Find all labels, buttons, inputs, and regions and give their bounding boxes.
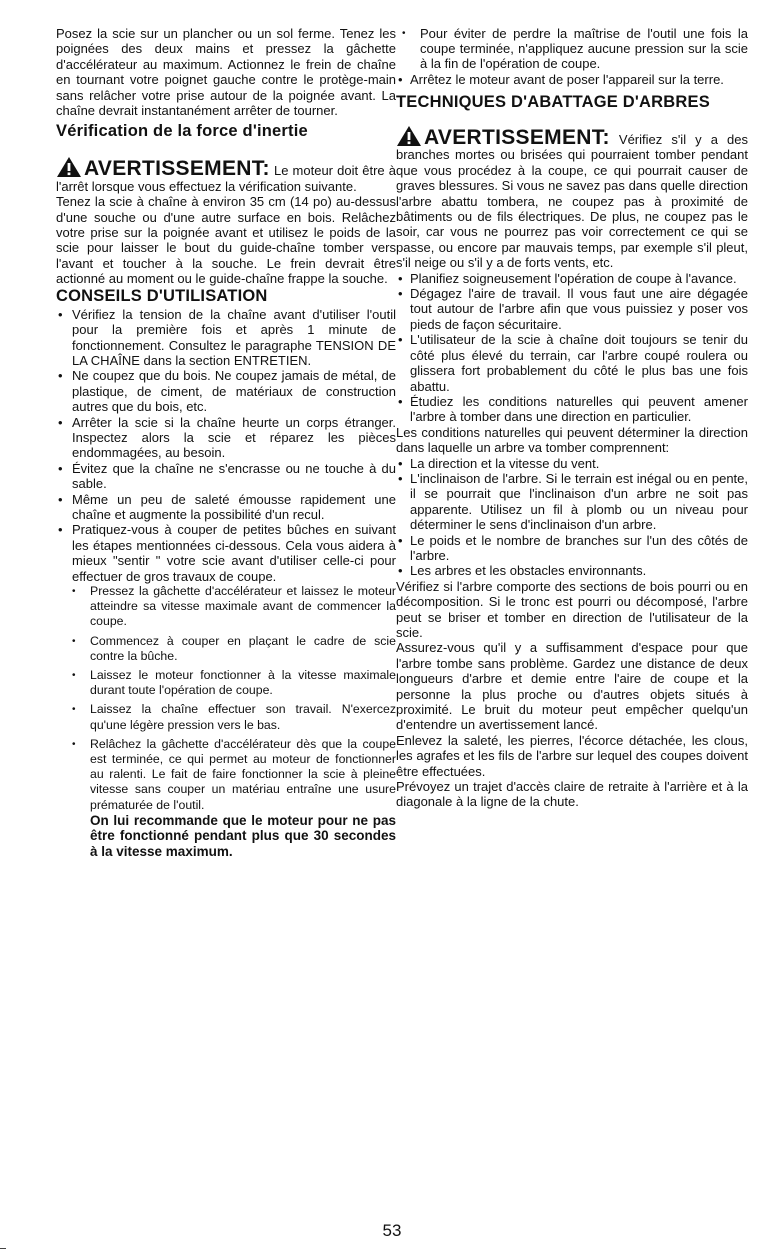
- right-column: [396, 26, 748, 810]
- list-item: • L'utilisateur de la scie à chaîne doit toujours se tenir du côté plus élevé du terrain, car l'arbre coupé roulera ou glissera fort probablement du côté le plus bas une fois abattu.: [396, 332, 748, 394]
- list-item: [66, 737, 396, 859]
- page-number: 53: [382, 1221, 402, 1240]
- step-text: Relâchez la gâchette d'accélérateur dès que la coupe est terminée, ce qui permet au moteur de fonctionner au ralenti. Le fait de faire fonctionner la scie à pleine vitesse sans couper un matériau entraîne une usure prématurée de l'outil.: [90, 736, 396, 812]
- felling-prep-list: [396, 271, 748, 425]
- list-item: • Arrêtez le moteur avant de poser l'appareil sur la terre.: [396, 72, 748, 87]
- warning-text: Vérifiez s'il y a des branches mortes ou brisées qui pourraient tomber pendant que vous procédez à la coupe, ce qui pourrait causer de graves blessures. Si vous ne savez pas dans quelle direction l'arbre abattu tombera, ne coupez pas à proximité de bâtiments ou de fils électriques. De plus, ne coupez pas le soir, car vous ne pourrez pas voir correctement ce qui se passe, ou encore par mauvais temps, par exemple s'il pleut, s'il neige ou s'il y a de forts vents, etc.: [396, 132, 748, 271]
- brake-test-paragraph: Posez la scie sur un plancher ou un sol ferme. Tenez les poignées des deux mains et pressez la gâchette d'accélérateur au maximum. Actionnez le frein de chaîne en tournant votre poignet gauche contre le protège-main sans relâcher votre prise autour de la poignée avant. La chaîne devrait instantanément arrêter de tourner.: [56, 26, 396, 119]
- list-item: • L'inclinaison de l'arbre. Si le terrain est inégal ou en pente, il se pourrait que l'inclinaison d'un arbre ne soit pas apparente. Utilisez un fil à plomb ou un niveau pour déterminer le sens d'inclinaison d'un arbre.: [396, 471, 748, 533]
- engine-stop-list: [396, 72, 748, 87]
- list-item: • Ne coupez que du bois. Ne coupez jamais de métal, de plastique, de ciment, de matériaux de construction autres que du bois, etc.: [56, 368, 396, 414]
- clearance-paragraph: Assurez-vous qu'il y a suffisamment d'espace pour que l'arbre tombe sans problème. Gardez une distance de deux longueurs d'arbre et demie entre l'aire de coupe et la personne la plus proche ou d'autres objets situés à proximité. Le bruit du moteur peut empêcher quelqu'un d'entendre un avertissement lancé.: [396, 640, 748, 733]
- scan-mark: [0, 1248, 6, 1249]
- usage-tips-list: [56, 307, 396, 584]
- heading-usage-tips: CONSEILS D'UTILISATION: [56, 286, 268, 305]
- list-item: • Même un peu de saleté émousse rapidement une chaîne et augmente la possibilité d'un recul.: [56, 492, 396, 523]
- list-item: • Vérifiez la tension de la chaîne avant d'utiliser l'outil pour la première fois et après 1 minute de fonctionnement. Consultez le paragraphe TENSION DE LA CHAÎNE dans la section ENTRETIEN.: [56, 307, 396, 369]
- debris-paragraph: Enlevez la saleté, les pierres, l'écorce détachée, les clous, les agrafes et les fils de l'arbre sur lequel des coupes doivent être effectuées.: [396, 732, 748, 779]
- conditions-intro: Les conditions naturelles qui peuvent déterminer la direction dans laquelle un arbre va tomber comprennent:: [396, 424, 748, 456]
- list-item: • Les arbres et les obstacles environnants.: [396, 563, 748, 578]
- list-item: • La direction et la vitesse du vent.: [396, 456, 748, 471]
- inertia-check-paragraph: Tenez la scie à chaîne à environ 35 cm (14 po) au-dessus d'une souche ou d'une autre surface en bois. Relâchez votre prise sur la poignée avant et utilisez le poids de la scie pour laisser le bout du guide-chaîne tomber vers l'avant et toucher à la souche. Le frein devrait être actionné au moment ou le guide-chaîne frappe la souche.: [56, 194, 396, 287]
- warning-block-inertia: [56, 156, 396, 194]
- list-item: • Le poids et le nombre de branches sur l'un des côtés de l'arbre.: [396, 533, 748, 564]
- warning-label: AVERTISSEMENT:: [424, 126, 610, 150]
- rotten-wood-paragraph: Vérifiez si l'arbre comporte des sections de bois pourri ou en décomposition. Si le tronc est pourri ou décomposé, l'arbre peut se briser et tomber en direction de l'utilisateur de la scie.: [396, 578, 748, 641]
- warning-block-felling: [396, 125, 748, 271]
- heading-inertia-check: Vérification de la force d'inertie: [56, 122, 308, 141]
- warning-triangle-icon: [396, 125, 422, 147]
- retreat-path-paragraph: Prévoyez un trajet d'accès claire de retraite à l'arrière et à la diagonale à la ligne de la chute.: [396, 779, 748, 810]
- list-item: • Évitez que la chaîne ne s'encrasse ou ne touche à du sable.: [56, 461, 396, 492]
- list-item: • Dégagez l'aire de travail. Il vous faut une aire dégagée tout autour de l'arbre afin que vous puissiez y poser vos pieds de façon sécuritaire.: [396, 286, 748, 332]
- list-item: • Commencez à couper en plaçant le cadre de scie contre la bûche.: [66, 634, 396, 664]
- list-item: • Laissez la chaîne effectuer son travail. N'exercez qu'une légère pression vers le bas.: [66, 702, 396, 732]
- left-column: [56, 26, 396, 859]
- list-item: • Arrêter la scie si la chaîne heurte un corps étranger. Inspectez alors la scie et réparez les pièces endommagées, au besoin.: [56, 415, 396, 461]
- list-item: • Planifiez soigneusement l'opération de coupe à l'avance.: [396, 271, 748, 286]
- list-item: • Laissez le moteur fonctionner à la vitesse maximale durant toute l'opération de coupe.: [66, 668, 396, 698]
- heading-felling-techniques: TECHNIQUES D'ABATTAGE D'ARBRES: [396, 93, 710, 112]
- list-item: • Étudiez les conditions naturelles qui peuvent amener l'arbre à tomber dans une direction en particulier.: [396, 394, 748, 425]
- natural-conditions-list: [396, 456, 748, 579]
- warning-label: AVERTISSEMENT:: [84, 157, 270, 181]
- cut-end-list: [396, 26, 748, 72]
- list-item: • Pressez la gâchette d'accélérateur et laissez le moteur atteindre sa vitesse maximale avant de commencer la coupe.: [66, 584, 396, 630]
- max-speed-warning: On lui recommande que le moteur pour ne pas être fonctionné pendant plus que 30 secondes à la vitesse maximum.: [90, 812, 396, 859]
- list-item: • Pratiquez-vous à couper de petites bûches en suivant les étapes mentionnées ci-dessous. Cela vous aidera à mieux "sentir " votre scie avant d'utiliser celle-ci pour effectuer de gros travaux de coupe.: [56, 522, 396, 584]
- warning-text: Le moteur doit être à l'arrêt lorsque vous effectuez la vérification suivante.: [56, 163, 396, 194]
- list-item: • Pour éviter de perdre la maîtrise de l'outil une fois la coupe terminée, n'appliquez aucune pression sur la scie à la fin de l'opération de coupe.: [396, 26, 748, 72]
- warning-triangle-icon: [56, 156, 82, 178]
- practice-steps-list: [66, 584, 396, 859]
